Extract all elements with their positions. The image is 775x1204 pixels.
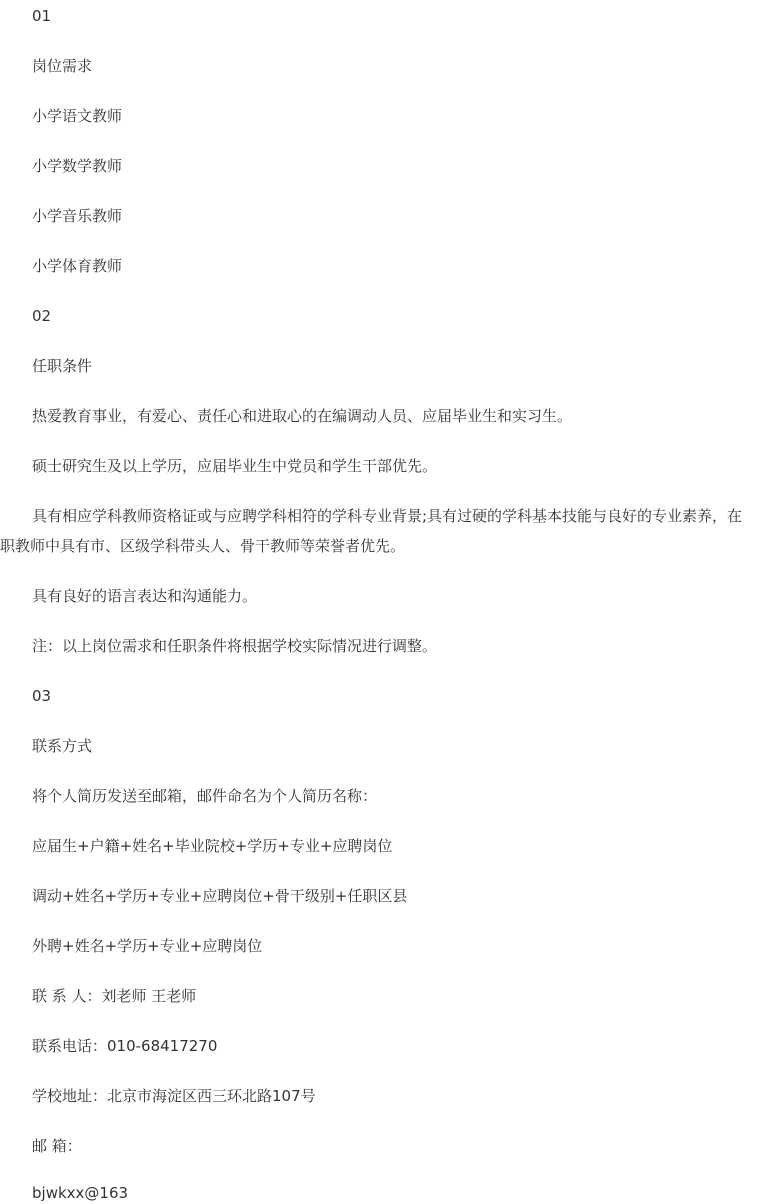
requirement-item: 硕士研究生及以上学历，应届毕业生中党员和学生干部优先。 [32, 457, 438, 475]
section-title-requirements: 任职条件 [32, 357, 93, 375]
section-title-contact: 联系方式 [32, 737, 93, 755]
requirement-item: 具有良好的语言表达和沟通能力。 [32, 587, 258, 605]
naming-format-item: 应届生+户籍+姓名+毕业院校+学历+专业+应聘岗位 [32, 837, 393, 855]
email-address[interactable]: bjwkxx@163 [32, 1184, 129, 1202]
position-item: 小学语文教师 [32, 107, 123, 125]
requirement-item: 具有相应学科教师资格证或与应聘学科相符的学科专业背景;具有过硬的学科基本技能与良好的专业素养，在职教师中具有市、区级学科带头人、骨干教师等荣誉者优先。 [0, 507, 743, 555]
section-number-03: 03 [32, 687, 52, 705]
email-instruction: 将个人简历发送至邮箱，邮件命名为个人简历名称： [32, 787, 378, 805]
naming-format-item: 调动+姓名+学历+专业+应聘岗位+骨干级别+任职区县 [32, 887, 408, 905]
section-title-positions: 岗位需求 [32, 57, 93, 75]
position-item: 小学音乐教师 [32, 207, 123, 225]
contact-phone: 联系电话：010-68417270 [32, 1037, 218, 1055]
contact-person: 联 系 人：刘老师 王老师 [32, 987, 197, 1005]
school-address: 学校地址：北京市海淀区西三环北路107号 [32, 1087, 316, 1105]
adjustment-note: 注：以上岗位需求和任职条件将根据学校实际情况进行调整。 [32, 637, 438, 655]
requirement-item: 热爱教育事业，有爱心、责任心和进取心的在编调动人员、应届毕业生和实习生。 [32, 407, 573, 425]
email-label: 邮 箱： [32, 1137, 82, 1155]
section-number-01: 01 [32, 7, 52, 25]
section-number-02: 02 [32, 307, 52, 325]
position-item: 小学数学教师 [32, 157, 123, 175]
position-item: 小学体育教师 [32, 257, 123, 275]
naming-format-item: 外聘+姓名+学历+专业+应聘岗位 [32, 937, 263, 955]
